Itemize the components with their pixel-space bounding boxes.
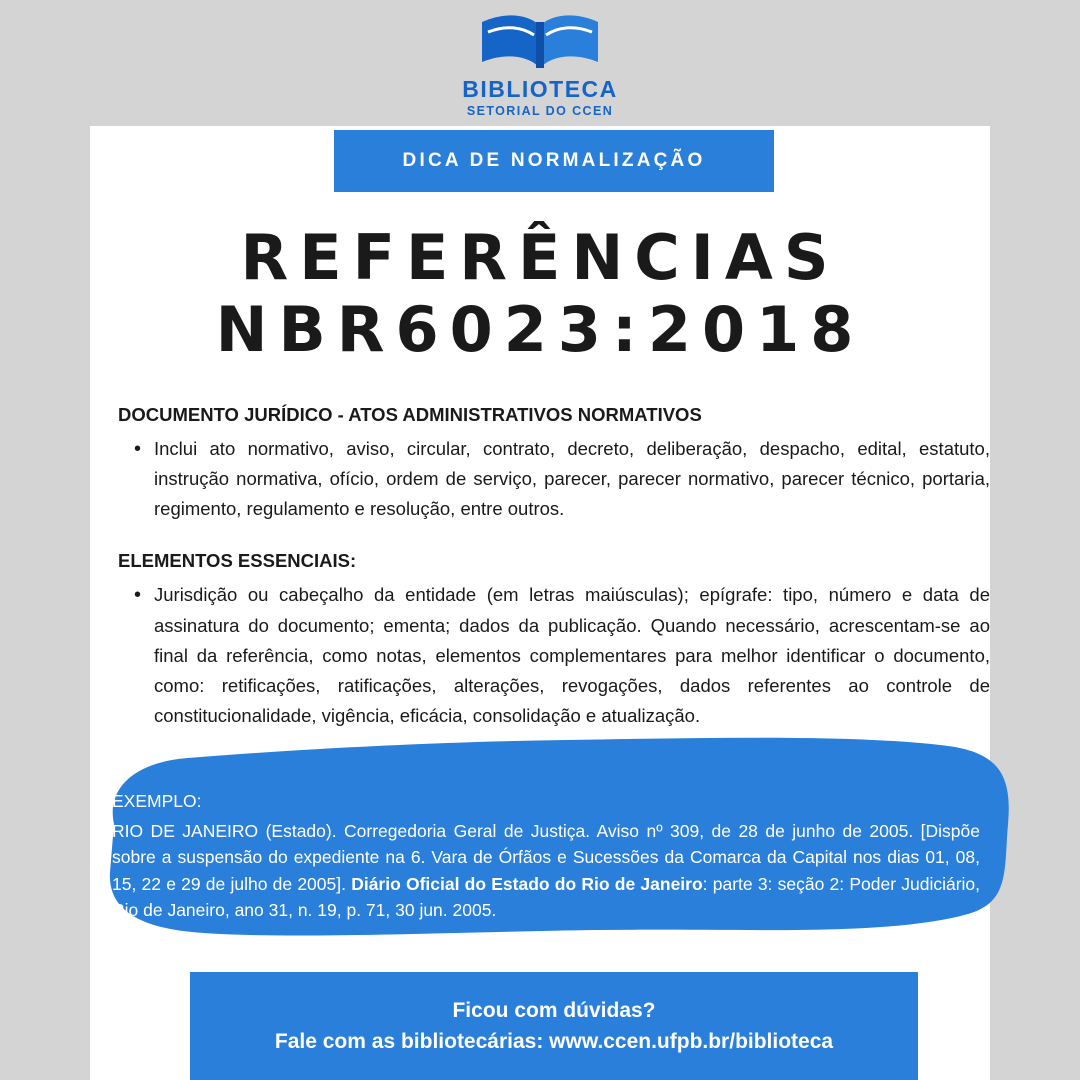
open-book-icon [474, 8, 606, 74]
ribbon-label: DICA DE NORMALIZAÇÃO [402, 150, 706, 171]
content-body [118, 404, 990, 757]
section-list-2 [118, 580, 990, 731]
example-citation-source: Diário Oficial do Estado do Rio de Janeiro [351, 873, 703, 894]
example-citation [112, 818, 980, 924]
footer-question: Ficou com dúvidas? [452, 998, 656, 1022]
library-logo [0, 8, 1080, 126]
logo-subtitle: SETORIAL DO CCEN [466, 104, 614, 118]
section-list-1 [118, 434, 990, 524]
example-citation-part1: RIO DE JANEIRO (Estado). Corregedoria Geral de Justiça. Aviso nº 309, de 28 de junho de 2005. [Dispõe sobre a suspensão do expediente na 6. Vara de Órfãos e Sucessões da Comarca da Capital nos dias 01, 08, 15, 22 e 29 de julho de 2005]. [112, 820, 980, 894]
section-heading-2: ELEMENTOS ESSENCIAIS: [118, 550, 357, 572]
footer-contact[interactable]: Fale com as bibliotecárias: www.ccen.ufpb.br/biblioteca [274, 1029, 834, 1053]
page-title [90, 222, 990, 366]
logo-title: BIBLIOTECA [462, 76, 618, 102]
page-title-line-1: REFERÊNCIAS [240, 221, 840, 294]
example-label: EXEMPLO: [112, 791, 202, 811]
ribbon-banner [334, 130, 774, 192]
section-heading-1: DOCUMENTO JURÍDICO - ATOS ADMINISTRATIVOS NORMATIVOS [118, 404, 702, 425]
example-citation-part2: : parte 3: seção 2: Poder Judiciário, Rio de Janeiro, ano 31, n. 19, p. 71, 30 jun. 2005. [112, 873, 981, 921]
list-item: • Inclui ato normativo, aviso, circular, contrato, decreto, deliberação, despacho, edital, estatuto, instrução normativa, ofício, ordem de serviço, parecer, parecer normativo, parecer técnico, portaria, regimento, regulamento e resolução, entre outros. [118, 434, 990, 524]
page-title-line-2: NBR6023:2018 [215, 292, 865, 366]
footer-banner [190, 972, 918, 1080]
list-item: • Jurisdição ou cabeçalho da entidade (em letras maiúsculas); epígrafe: tipo, número e data de assinatura do documento; ementa; dados da publicação. Quando necessário, acrescentam-se ao final da referência, como notas, elementos complementares para melhor identificar o documento, como: retificações, ratificações, alterações, revogações, dados referentes ao controle de constitucionalidade, vigência, eficácia, consolidação e atualização. [118, 580, 990, 731]
example-text [112, 788, 980, 924]
